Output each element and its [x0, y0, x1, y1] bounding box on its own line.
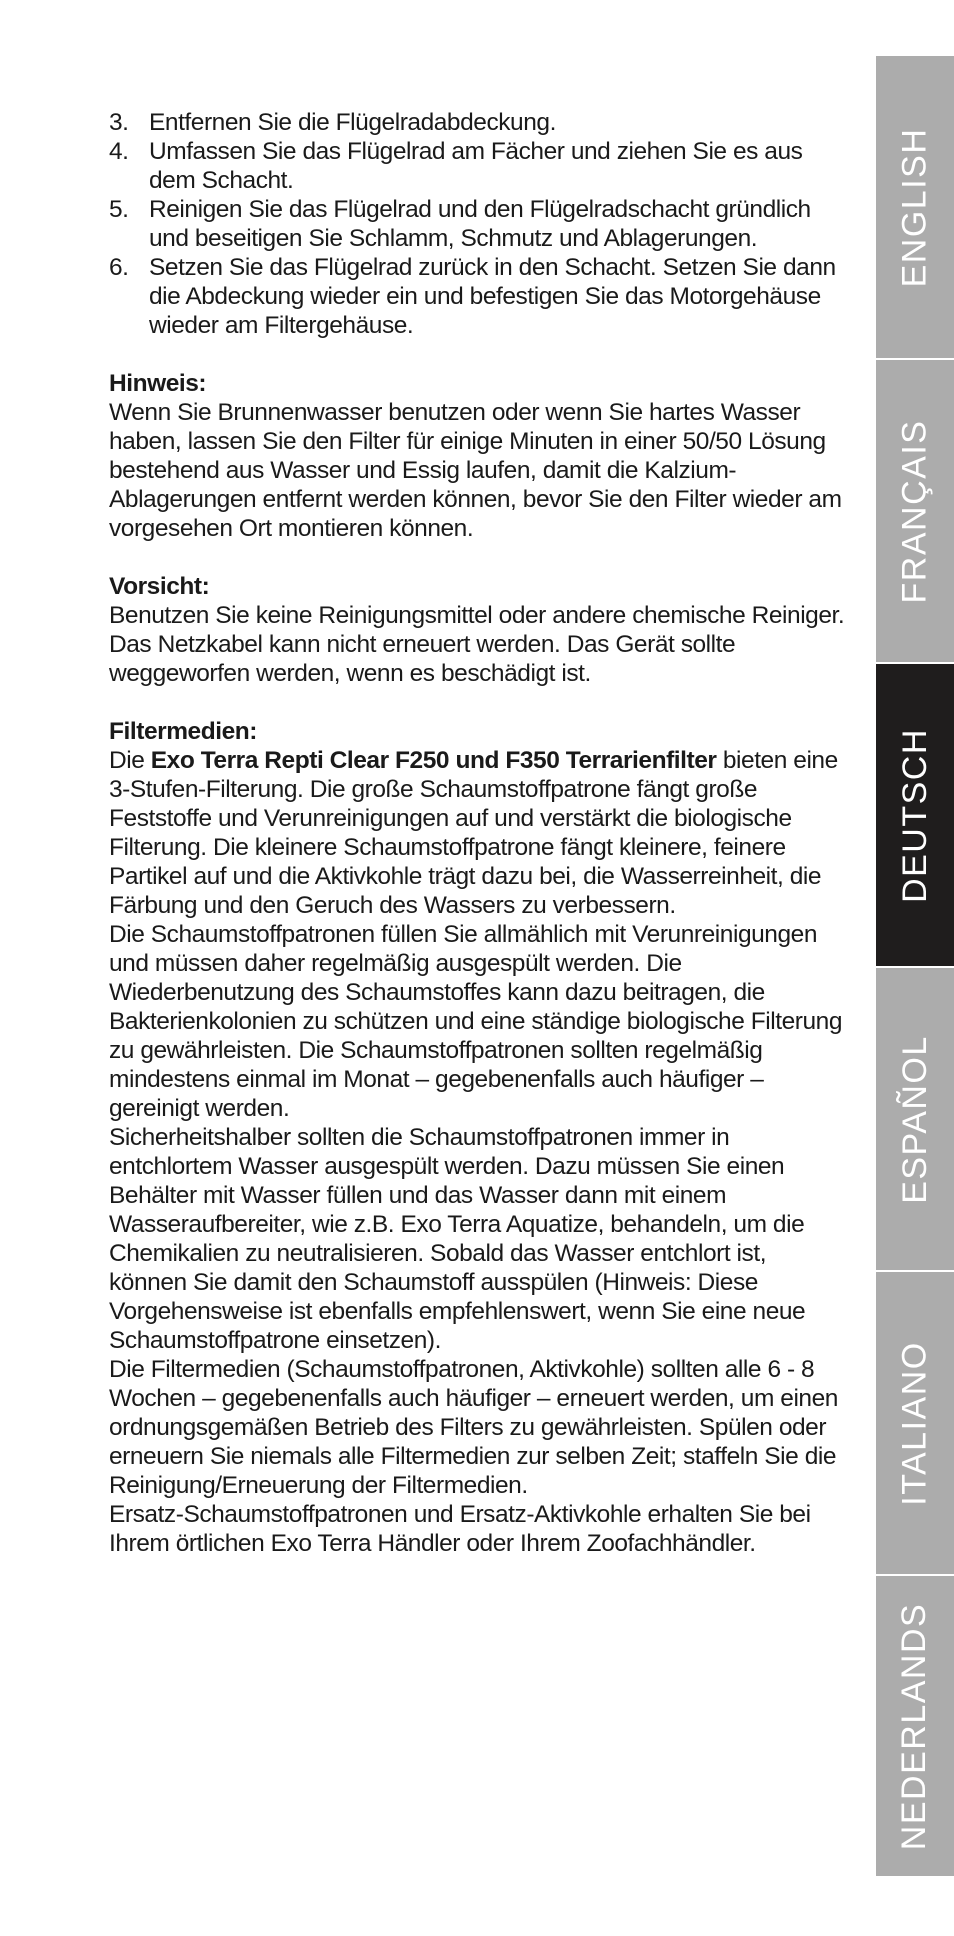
tab-italiano[interactable] [876, 1272, 954, 1574]
tab-espanol[interactable] [876, 968, 954, 1270]
tab-label: DEUTSCH [895, 727, 934, 903]
hinweis-heading: Hinweis: [109, 370, 207, 397]
tab-label: ENGLISH [895, 127, 934, 287]
filtermedien-paragraph: Ersatz-Schaumstoffpatronen und Ersatz-Aktivkohle erhalten Sie bei Ihrem örtlichen Exo Terra Händler oder Ihrem Zoofachhändler. [109, 1501, 811, 1557]
tab-label: ITALIANO [895, 1340, 934, 1506]
vorsicht-heading: Vorsicht: [109, 573, 210, 600]
tab-label: FRANÇAIS [895, 419, 934, 603]
filtermedien-paragraph: Sicherheitshalber sollten die Schaumstoffpatronen immer in entchlortem Wasser ausgespült werden. Dazu müssen Sie einen Behälter mit Wasser füllen und das Wasser dann mit einem Wasseraufbereiter, wie z.B. Exo Terra Aquatize, behandeln, um die Chemikalien zu neutralisieren. Sobald das Wasser entchlort ist, können Sie damit den Schaumstoff ausspülen (Hinweis: Diese Vorgehensweise ist ebenfalls empfehlenswert, wenn Sie eine neue Schaumstoffpatrone einsetzen). [109, 1124, 806, 1354]
list-item [109, 253, 849, 340]
intro-before: Die [109, 747, 151, 774]
filtermedien-heading: Filtermedien: [109, 718, 257, 745]
filtermedien-paragraph: Die Schaumstoffpatronen füllen Sie allmählich mit Verunreinigungen und müssen daher regelmäßig ausgespült werden. Die Wiederbenutzung des Schaumstoffes kann dazu beitragen, die Bakterienkolonien zu schützen und eine ständige biologische Filterung zu gewährleisten. Die Schaumstoffpatronen sollten regelmäßig mindestens einmal im Monat – gegebenenfalls auch häufiger – gereinigt werden. [109, 921, 843, 1122]
tab-francais[interactable] [876, 360, 954, 662]
step-text: Reinigen Sie das Flügelrad und den Flügelradschacht gründlich und beseitigen Sie Schlamm, Schmutz und Ablagerungen. [149, 196, 811, 252]
step-number: 6. [109, 254, 129, 281]
tab-english[interactable] [876, 56, 954, 358]
step-text: Entfernen Sie die Flügelradabdeckung. [149, 109, 556, 136]
list-item [109, 108, 849, 137]
tab-nederlands[interactable] [876, 1576, 954, 1876]
filtermedien-section [109, 717, 849, 1558]
step-text: Umfassen Sie das Flügelrad am Fächer und ziehen Sie es aus dem Schacht. [149, 138, 803, 194]
step-text: Setzen Sie das Flügelrad zurück in den Schacht. Setzen Sie dann die Abdeckung wieder ein und befestigen Sie das Motorgehäuse wieder am Filtergehäuse. [149, 254, 836, 339]
vorsicht-section [109, 572, 849, 688]
hinweis-section [109, 369, 849, 543]
instruction-steps [109, 108, 849, 340]
step-number: 5. [109, 196, 129, 223]
hinweis-text: Wenn Sie Brunnenwasser benutzen oder wenn Sie hartes Wasser haben, lassen Sie den Filter für einige Minuten in einer 50/50 Lösung bestehend aus Wasser und Essig laufen, damit die Kalzium-Ablagerungen entfernt werden können, bevor Sie den Filter wieder am vorgesehen Ort montieren können. [109, 399, 842, 542]
tab-label: NEDERLANDS [895, 1602, 934, 1850]
intro-after: bieten eine 3-Stufen-Filterung. Die große Schaumstoffpatrone fängt große Feststoffe und Verunreinigungen auf und verstärkt die biologische Filterung. Die kleinere Schaumstoffpatrone fängt kleinere, feinere Partikel auf und die Aktivkohle trägt dazu bei, die Wasserreinheit, die Färbung und den Geruch des Wassers zu verbessern. [109, 747, 838, 919]
filtermedien-intro [109, 746, 849, 920]
step-number: 3. [109, 109, 129, 136]
filtermedien-paragraph: Die Filtermedien (Schaumstoffpatronen, Aktivkohle) sollten alle 6 - 8 Wochen – gegebenenfalls auch häufiger – erneuert werden, um einen ordnungsgemäßen Betrieb des Filters zu gewährleisten. Spülen oder erneuern Sie niemals alle Filtermedien zur selben Zeit; staffeln Sie die Reinigung/Erneuerung der Filtermedien. [109, 1356, 838, 1499]
list-item [109, 195, 849, 253]
vorsicht-text: Benutzen Sie keine Reinigungsmittel oder andere chemische Reiniger. Das Netzkabel kann nicht erneuert werden. Das Gerät sollte weggeworfen werden, wenn es beschädigt ist. [109, 602, 845, 687]
tab-deutsch[interactable] [876, 664, 954, 966]
step-number: 4. [109, 138, 129, 165]
list-item [109, 137, 849, 195]
language-tabs [876, 56, 954, 1876]
product-name: Exo Terra Repti Clear F250 und F350 Terrarienfilter [150, 747, 717, 774]
tab-label: ESPAÑOL [895, 1034, 934, 1204]
page-content [109, 108, 849, 1558]
